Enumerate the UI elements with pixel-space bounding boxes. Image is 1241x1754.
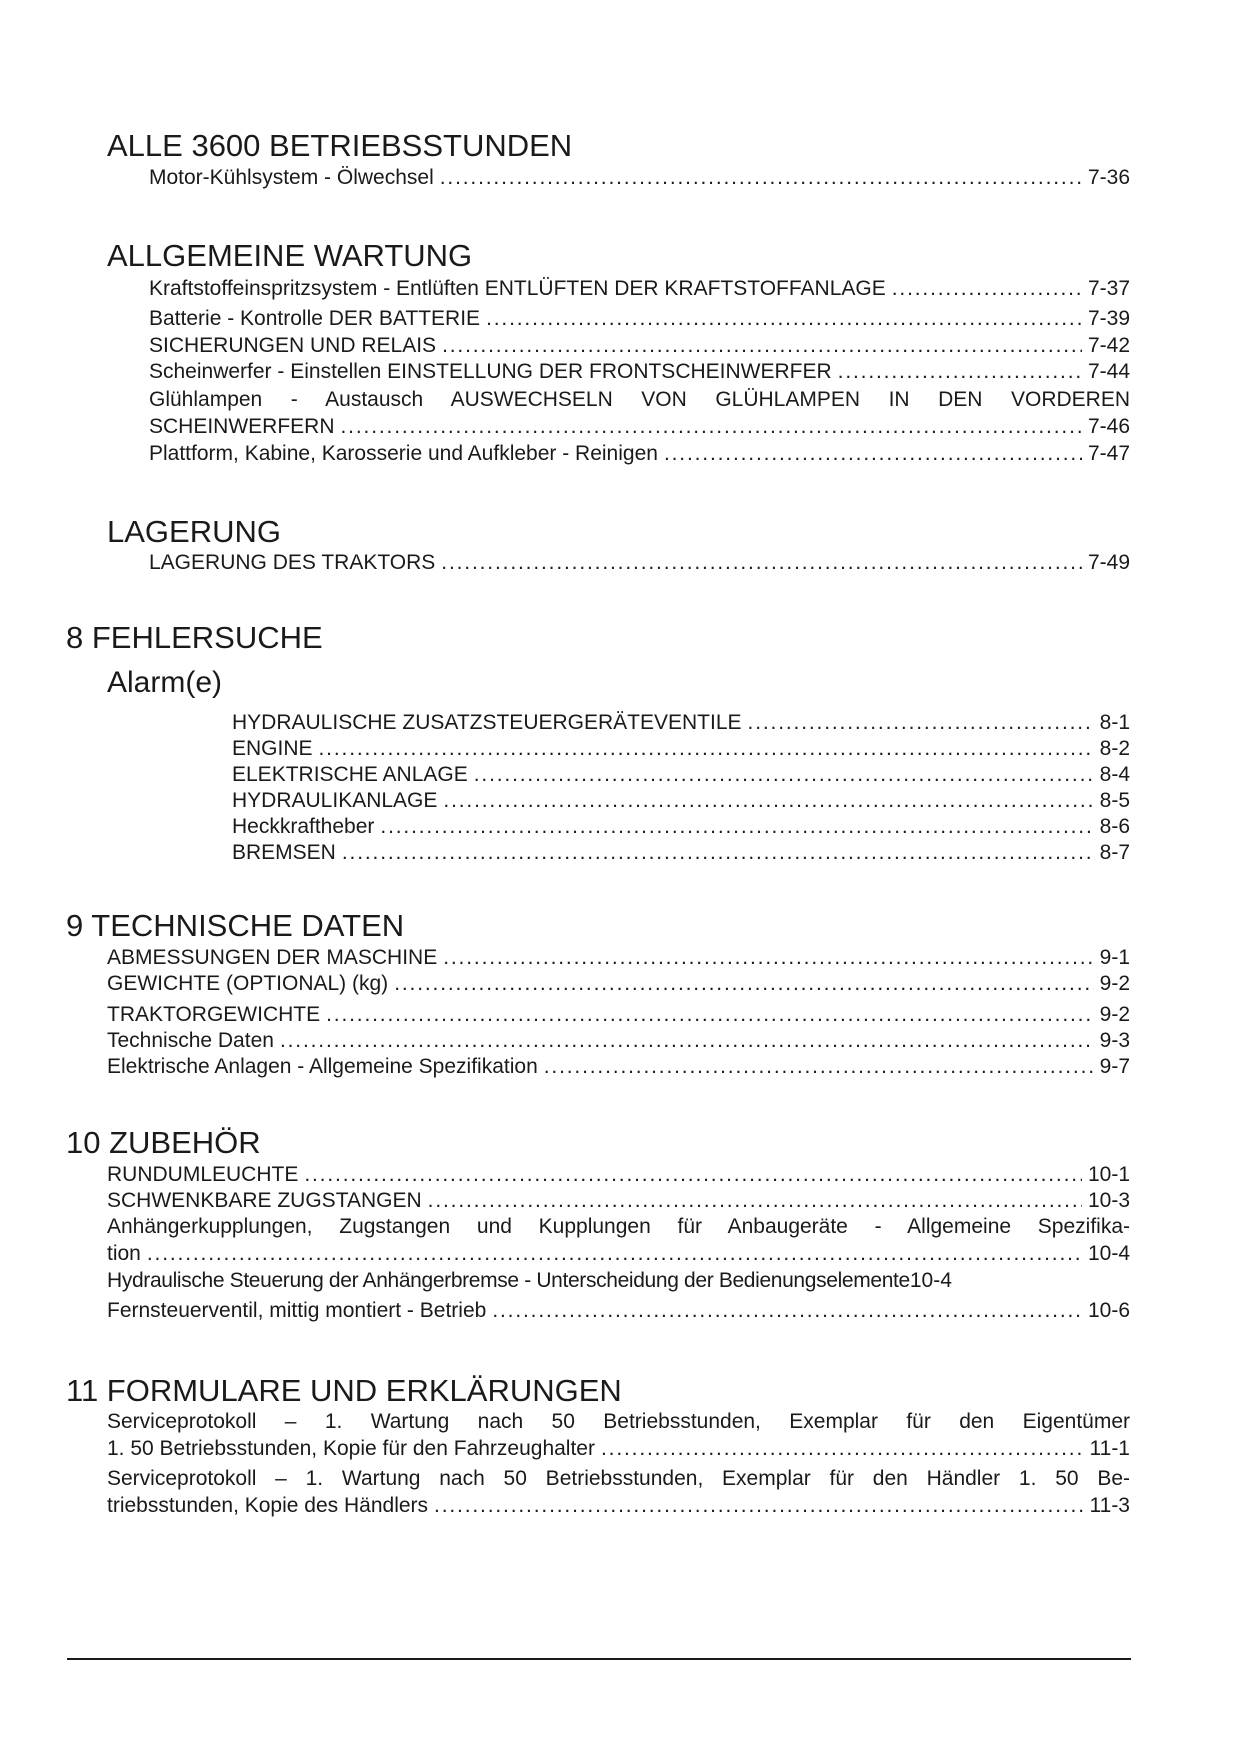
toc-entry[interactable]	[232, 710, 1130, 736]
dot-leader	[442, 333, 1082, 359]
dot-leader	[664, 441, 1082, 467]
toc-entry[interactable]	[107, 1268, 1130, 1294]
entry-title: Hydraulische Steuerung der Anhängerbremse - Unterscheidung der Bedienungselemente	[107, 1269, 910, 1292]
toc-entry[interactable]	[149, 333, 1130, 359]
entry-title: TRAKTORGEWICHTE	[107, 1003, 321, 1026]
entry-page: 11-3	[1089, 1494, 1130, 1517]
entry-page: 11-1	[1089, 1437, 1130, 1460]
entry-page: 7-42	[1087, 334, 1130, 357]
dot-leader	[326, 1002, 1094, 1028]
dot-leader	[341, 414, 1082, 440]
toc-entry[interactable]	[107, 971, 1130, 997]
toc-entry[interactable]	[149, 165, 1130, 191]
entry-page: 7-37	[1087, 277, 1130, 300]
entry-title-line1[interactable]: Anhängerkupplungen, Zugstangen und Kupplungen für Anbaugeräte - Allgemeine Spezifika-	[107, 1215, 1130, 1238]
chapter-heading: 8 FEHLERSUCHE	[66, 620, 323, 655]
entry-page: 9-3	[1099, 1029, 1130, 1052]
entry-title: ENGINE	[232, 737, 313, 760]
entry-title: Technische Daten	[107, 1029, 274, 1052]
entry-page: 7-46	[1087, 415, 1130, 438]
entry-title: Batterie - Kontrolle DER BATTERIE	[149, 307, 481, 330]
dot-leader	[434, 1493, 1083, 1519]
chapter-heading: 9 TECHNISCHE DATEN	[66, 908, 405, 943]
dot-leader	[342, 840, 1094, 866]
entry-page: 10-6	[1087, 1299, 1130, 1322]
dot-leader	[486, 306, 1082, 332]
entry-title: SCHEINWERFERN	[149, 415, 335, 438]
entry-title: triebsstunden, Kopie des Händlers	[107, 1494, 429, 1517]
toc-entry[interactable]	[107, 1241, 1130, 1267]
chapter-heading: 11 FORMULARE UND ERKLÄRUNGEN	[66, 1373, 622, 1408]
entry-page: 7-39	[1087, 307, 1130, 330]
entry-page: 7-44	[1087, 360, 1130, 383]
dot-leader	[440, 165, 1082, 191]
dot-leader	[443, 788, 1093, 814]
subsection-heading: Alarm(e)	[107, 666, 223, 699]
entry-title: HYDRAULISCHE ZUSATZSTEUERGERÄTEVENTILE	[232, 711, 742, 734]
toc-entry[interactable]	[232, 736, 1130, 762]
entry-page: 7-36	[1087, 166, 1130, 189]
section-heading: ALLE 3600 BETRIEBSSTUNDEN	[107, 128, 573, 163]
toc-entry[interactable]	[232, 840, 1130, 866]
toc-entry[interactable]	[149, 414, 1130, 440]
entry-title: RUNDUMLEUCHTE	[107, 1163, 299, 1186]
toc-entry[interactable]	[149, 276, 1130, 302]
chapter-heading: 10 ZUBEHÖR	[66, 1125, 261, 1160]
dot-leader	[838, 359, 1082, 385]
dot-leader	[892, 276, 1082, 302]
dot-leader	[601, 1436, 1084, 1462]
dot-leader	[544, 1054, 1094, 1080]
dot-leader	[428, 1188, 1082, 1214]
dot-leader	[319, 736, 1094, 762]
toc-entry[interactable]	[107, 1002, 1130, 1028]
dot-leader	[147, 1241, 1082, 1267]
entry-title: SCHWENKBARE ZUGSTANGEN	[107, 1189, 422, 1212]
entry-title: BREMSEN	[232, 841, 336, 864]
toc-entry[interactable]	[149, 550, 1130, 576]
entry-title-line1[interactable]: Serviceprotokoll – 1. Wartung nach 50 Betriebsstunden, Exemplar für den Händler 1. 50 Be-	[107, 1467, 1130, 1490]
entry-page: 8-5	[1099, 789, 1130, 812]
toc-entry[interactable]	[107, 1162, 1130, 1188]
toc-entry[interactable]	[232, 788, 1130, 814]
entry-title: LAGERUNG DES TRAKTORS	[149, 551, 436, 574]
entry-title: Elektrische Anlagen - Allgemeine Spezifikation	[107, 1055, 538, 1078]
entry-title: Motor-Kühlsystem - Ölwechsel	[149, 166, 434, 189]
entry-page: 10-4	[909, 1269, 952, 1292]
toc-entry[interactable]	[149, 359, 1130, 385]
entry-title-line1[interactable]: Glühlampen - Austausch AUSWECHSELN VON GLÜHLAMPEN IN DEN VORDEREN	[149, 388, 1130, 411]
toc-entry[interactable]	[107, 945, 1130, 971]
toc-entry[interactable]	[107, 1054, 1130, 1080]
dot-leader	[443, 945, 1093, 971]
dot-leader	[492, 1298, 1082, 1324]
entry-title: Heckkraftheber	[232, 815, 375, 838]
entry-page: 8-2	[1099, 737, 1130, 760]
entry-title-line1[interactable]: Serviceprotokoll – 1. Wartung nach 50 Betriebsstunden, Exemplar für den Eigentümer	[107, 1410, 1130, 1433]
entry-page: 8-4	[1099, 763, 1130, 786]
dot-leader	[304, 1162, 1082, 1188]
entry-title: tion	[107, 1242, 141, 1265]
entry-title: HYDRAULIKANLAGE	[232, 789, 438, 812]
dot-leader	[441, 550, 1082, 576]
toc-entry[interactable]	[149, 306, 1130, 332]
dot-leader	[280, 1028, 1094, 1054]
dot-leader	[748, 710, 1094, 736]
entry-title: ABMESSUNGEN DER MASCHINE	[107, 946, 438, 969]
entry-page: 9-7	[1099, 1055, 1130, 1078]
entry-page: 8-6	[1099, 815, 1130, 838]
entry-title: SICHERUNGEN UND RELAIS	[149, 334, 437, 357]
entry-title: ELEKTRISCHE ANLAGE	[232, 763, 468, 786]
section-heading: LAGERUNG	[107, 514, 281, 549]
entry-page: 7-49	[1087, 551, 1130, 574]
entry-title: Scheinwerfer - Einstellen EINSTELLUNG DER FRONTSCHEINWERFER	[149, 360, 832, 383]
toc-entry[interactable]	[107, 1028, 1130, 1054]
toc-entry[interactable]	[232, 814, 1130, 840]
footer-rule	[67, 1658, 1131, 1660]
entry-title: Fernsteuerventil, mittig montiert - Betrieb	[107, 1299, 487, 1322]
entry-title: Plattform, Kabine, Karosserie und Aufkleber - Reinigen	[149, 442, 658, 465]
dot-leader	[394, 971, 1093, 997]
entry-page: 9-2	[1099, 972, 1130, 995]
dot-leader	[380, 814, 1093, 840]
entry-page: 8-1	[1099, 711, 1130, 734]
toc-entry[interactable]	[149, 441, 1130, 467]
toc-entry[interactable]	[107, 1188, 1130, 1214]
entry-title: 1. 50 Betriebsstunden, Kopie für den Fahrzeughalter	[107, 1437, 595, 1460]
entry-title: Kraftstoffeinspritzsystem - Entlüften ENTLÜFTEN DER KRAFTSTOFFANLAGE	[149, 277, 886, 300]
toc-entry[interactable]	[107, 1436, 1130, 1462]
entry-page: 9-2	[1099, 1003, 1130, 1026]
entry-page: 10-3	[1087, 1189, 1130, 1212]
dot-leader	[474, 762, 1094, 788]
entry-page: 9-1	[1099, 946, 1130, 969]
entry-title: GEWICHTE (OPTIONAL) (kg)	[107, 972, 389, 995]
entry-page: 7-47	[1087, 442, 1130, 465]
toc-entry[interactable]	[107, 1493, 1130, 1519]
entry-page: 10-1	[1087, 1163, 1130, 1186]
entry-page: 10-4	[1087, 1242, 1130, 1265]
toc-entry[interactable]	[232, 762, 1130, 788]
entry-page: 8-7	[1099, 841, 1130, 864]
section-heading: ALLGEMEINE WARTUNG	[107, 238, 473, 273]
toc-entry[interactable]	[107, 1298, 1130, 1324]
